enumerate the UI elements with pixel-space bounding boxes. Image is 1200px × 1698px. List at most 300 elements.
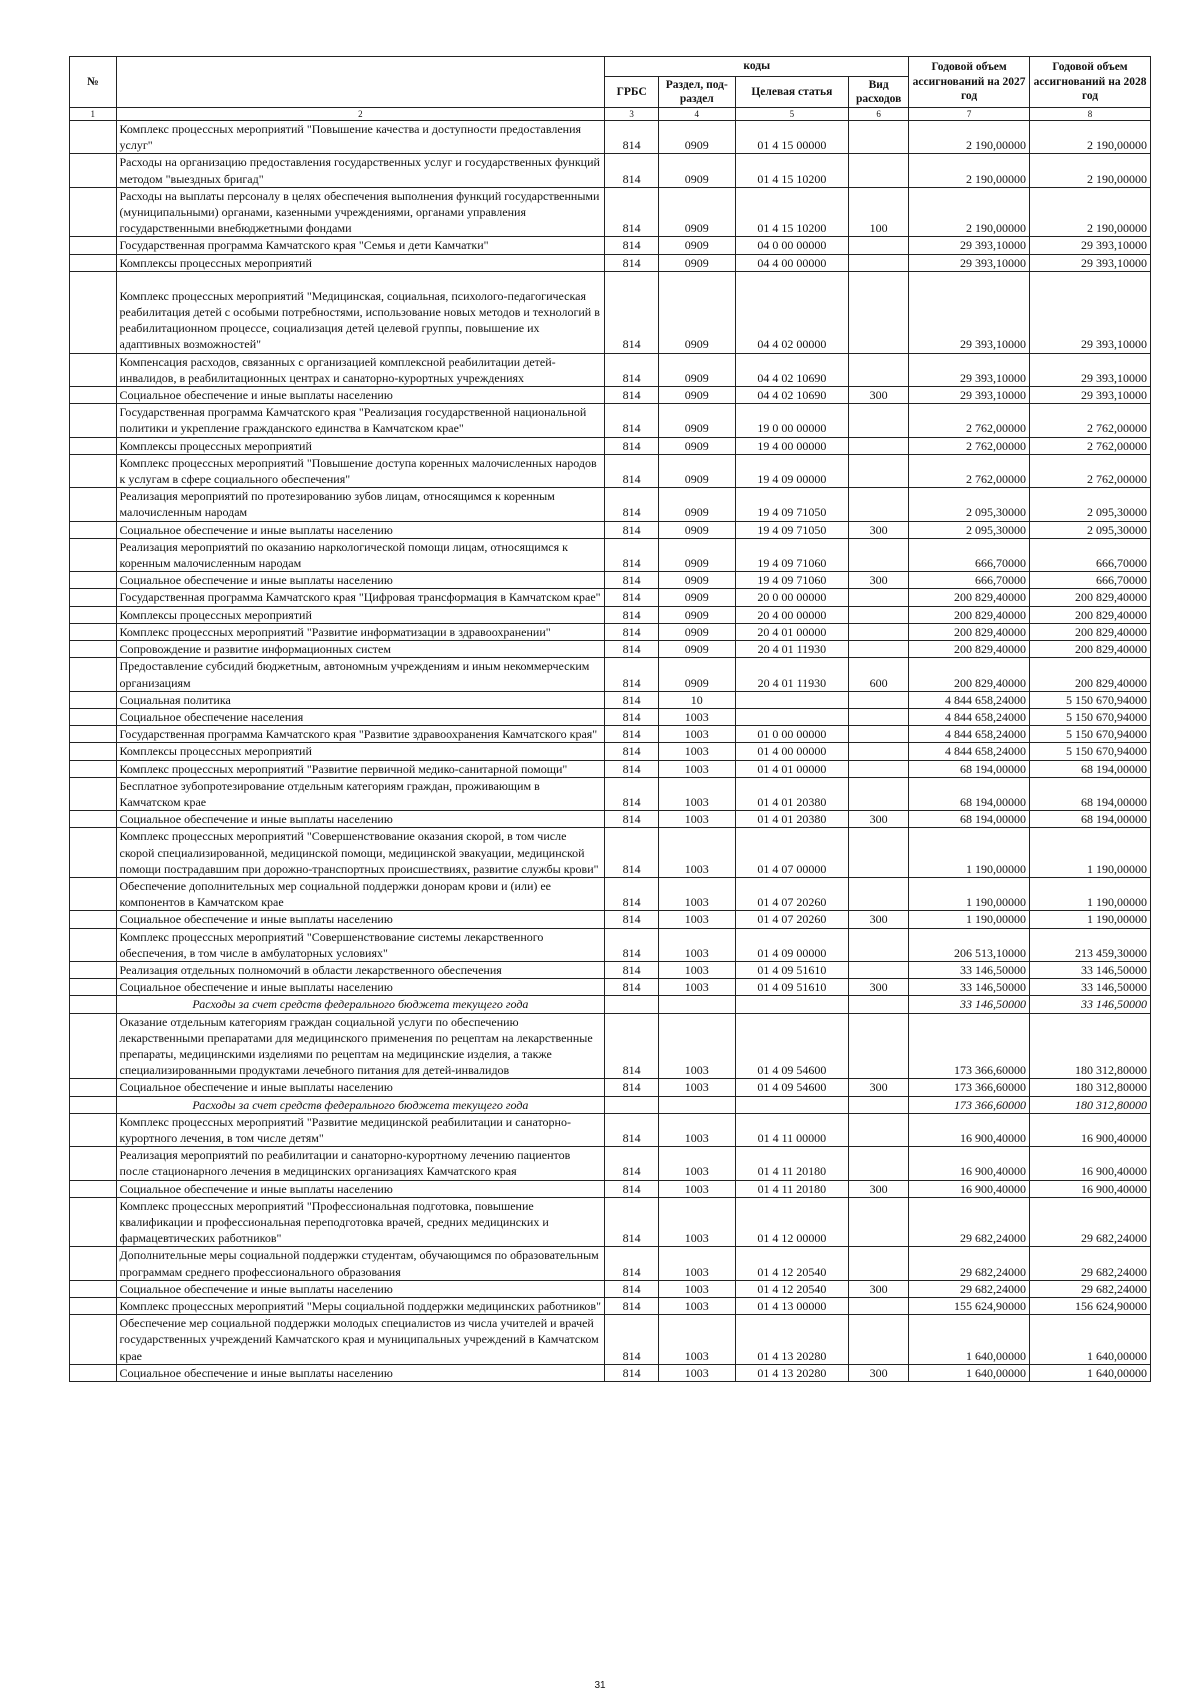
cell-vid: 300 [849,572,909,589]
cell-y2028: 33 146,50000 [1030,961,1151,978]
cell-tsel: 01 4 15 00000 [735,121,849,154]
table-row [70,658,1151,691]
cell-grbs: 814 [605,979,659,996]
cell-tsel: 19 4 09 71060 [735,572,849,589]
cell-razdel: 1003 [659,1298,735,1315]
cell-grbs: 814 [605,1197,659,1247]
cell-vid [849,760,909,777]
cell-y2027: 29 393,10000 [909,237,1030,254]
cell-y2027: 16 900,40000 [909,1113,1030,1146]
cell-vid: 300 [849,1280,909,1297]
table-row [70,254,1151,271]
cell-name: Комплексы процессных мероприятий [116,743,605,760]
column-number-6: 6 [849,108,909,121]
cell-razdel: 0909 [659,271,735,353]
cell-razdel: 0909 [659,589,735,606]
cell-tsel: 19 4 09 71060 [735,538,849,571]
table-row [70,237,1151,254]
column-number-3: 3 [605,108,659,121]
cell-num [70,811,117,828]
cell-y2027: 2 190,00000 [909,187,1030,237]
cell-grbs: 814 [605,437,659,454]
table-row [70,538,1151,571]
cell-tsel: 20 4 01 00000 [735,623,849,640]
table-row [70,1298,1151,1315]
cell-razdel: 0909 [659,488,735,521]
table-row [70,1247,1151,1280]
cell-razdel: 1003 [659,911,735,928]
cell-name: Комплекс процессных мероприятий "Развитие медицинской реабилитации и санаторно-курортного лечения, в том числе детям" [116,1113,605,1146]
cell-vid [849,726,909,743]
column-number-8: 8 [1030,108,1151,121]
table-row [70,691,1151,708]
cell-razdel: 1003 [659,877,735,910]
cell-y2027: 200 829,40000 [909,641,1030,658]
cell-grbs: 814 [605,387,659,404]
cell-y2028: 33 146,50000 [1030,996,1151,1013]
table-row [70,1180,1151,1197]
cell-grbs: 814 [605,1113,659,1146]
cell-y2027: 29 682,24000 [909,1247,1030,1280]
cell-vid [849,691,909,708]
cell-vid [849,1197,909,1247]
cell-y2028: 29 393,10000 [1030,254,1151,271]
cell-num [70,353,117,386]
cell-y2027: 2 762,00000 [909,404,1030,437]
cell-grbs: 814 [605,271,659,353]
cell-name: Социальное обеспечение и иные выплаты населению [116,1280,605,1297]
cell-tsel: 20 4 01 11930 [735,658,849,691]
table-row [70,521,1151,538]
cell-vid [849,828,909,878]
cell-tsel: 19 4 09 00000 [735,454,849,487]
cell-razdel: 1003 [659,811,735,828]
cell-y2027: 155 624,90000 [909,1298,1030,1315]
cell-num [70,1096,117,1113]
table-row [70,743,1151,760]
cell-num [70,928,117,961]
cell-vid: 600 [849,658,909,691]
cell-y2027: 33 146,50000 [909,996,1030,1013]
cell-name: Государственная программа Камчатского края "Цифровая трансформация в Камчатском крае" [116,589,605,606]
cell-tsel: 20 0 00 00000 [735,589,849,606]
cell-num [70,979,117,996]
cell-razdel: 0909 [659,254,735,271]
cell-y2028: 2 095,30000 [1030,521,1151,538]
cell-razdel: 1003 [659,1079,735,1096]
cell-num [70,606,117,623]
table-row [70,777,1151,810]
cell-tsel: 19 4 00 00000 [735,437,849,454]
cell-num [70,1113,117,1146]
cell-name: Социальное обеспечение и иные выплаты населению [116,1180,605,1197]
header-amount-2027: Годовой объем ассигнований на 2027 год [909,57,1030,108]
cell-y2027: 2 095,30000 [909,488,1030,521]
header-amount-2028: Годовой объем ассигнований на 2028 год [1030,57,1151,108]
table-row [70,187,1151,237]
cell-num [70,708,117,725]
cell-tsel: 04 4 00 00000 [735,254,849,271]
cell-y2028: 29 682,24000 [1030,1247,1151,1280]
table-row [70,572,1151,589]
cell-grbs: 814 [605,828,659,878]
cell-grbs: 814 [605,154,659,187]
cell-razdel: 0909 [659,437,735,454]
cell-grbs: 814 [605,691,659,708]
cell-num [70,121,117,154]
cell-razdel: 1003 [659,708,735,725]
cell-vid [849,1247,909,1280]
table-row [70,1280,1151,1297]
cell-name: Социальное обеспечение и иные выплаты населению [116,1079,605,1096]
cell-y2027: 1 190,00000 [909,877,1030,910]
cell-vid [849,777,909,810]
cell-name: Комплекс процессных мероприятий "Развитие первичной медико-санитарной помощи" [116,760,605,777]
cell-vid [849,254,909,271]
table-row [70,1079,1151,1096]
cell-vid [849,1013,909,1079]
table-row [70,877,1151,910]
cell-tsel: 04 4 02 10690 [735,387,849,404]
cell-vid [849,154,909,187]
cell-y2028: 1 190,00000 [1030,828,1151,878]
cell-y2028: 29 393,10000 [1030,271,1151,353]
cell-num [70,488,117,521]
cell-num [70,1280,117,1297]
cell-name: Комплекс процессных мероприятий "Повышение качества и доступности предоставления услуг" [116,121,605,154]
cell-grbs [605,996,659,1013]
cell-y2027: 2 190,00000 [909,154,1030,187]
cell-name: Комплекс процессных мероприятий "Развитие информатизации в здравоохранении" [116,623,605,640]
cell-num [70,387,117,404]
cell-tsel [735,691,849,708]
cell-name: Комплекс процессных мероприятий "Совершенствование системы лекарственного обеспечения, в том числе в амбулаторных условиях" [116,928,605,961]
budget-sheet [69,56,1151,1382]
cell-y2028: 200 829,40000 [1030,589,1151,606]
cell-tsel [735,1096,849,1113]
cell-y2028: 180 312,80000 [1030,1079,1151,1096]
cell-tsel: 04 4 02 10690 [735,353,849,386]
cell-tsel: 01 4 15 10200 [735,187,849,237]
cell-y2027: 1 640,00000 [909,1315,1030,1365]
cell-razdel: 1003 [659,828,735,878]
cell-num [70,1315,117,1365]
cell-grbs: 814 [605,572,659,589]
page-number: 31 [594,1680,606,1691]
cell-grbs: 814 [605,1180,659,1197]
cell-vid [849,1298,909,1315]
cell-y2027: 1 190,00000 [909,911,1030,928]
cell-razdel: 0909 [659,121,735,154]
table-row [70,1013,1151,1079]
cell-vid: 300 [849,521,909,538]
cell-name: Расходы за счет средств федерального бюджета текущего года [116,996,605,1013]
cell-razdel: 0909 [659,606,735,623]
cell-name: Обеспечение дополнительных мер социальной поддержки донорам крови и (или) ее компонентов в Камчатском крае [116,877,605,910]
cell-y2028: 2 190,00000 [1030,154,1151,187]
cell-num [70,777,117,810]
cell-y2028: 2 762,00000 [1030,437,1151,454]
federal-budget-note-row [70,996,1151,1013]
cell-name: Государственная программа Камчатского края "Реализация государственной национальной политики и укрепление гражданского единства в Камчатском крае" [116,404,605,437]
cell-y2028: 29 682,24000 [1030,1280,1151,1297]
cell-name: Комплексы процессных мероприятий [116,437,605,454]
cell-vid [849,271,909,353]
cell-tsel: 01 4 01 00000 [735,760,849,777]
cell-name: Государственная программа Камчатского края "Семья и дети Камчатки" [116,237,605,254]
cell-razdel: 1003 [659,1247,735,1280]
cell-y2028: 68 194,00000 [1030,760,1151,777]
cell-y2027: 1 190,00000 [909,828,1030,878]
cell-grbs: 814 [605,777,659,810]
cell-grbs: 814 [605,1298,659,1315]
cell-razdel [659,996,735,1013]
cell-grbs: 814 [605,726,659,743]
cell-vid: 300 [849,387,909,404]
table-row [70,828,1151,878]
header-grbs: ГРБС [605,77,659,108]
cell-y2028: 5 150 670,94000 [1030,708,1151,725]
cell-name: Предоставление субсидий бюджетным, автономным учреждениям и иным некоммерческим организациям [116,658,605,691]
cell-num [70,437,117,454]
cell-grbs: 814 [605,961,659,978]
cell-y2027: 200 829,40000 [909,623,1030,640]
cell-y2028: 68 194,00000 [1030,811,1151,828]
cell-tsel: 01 4 00 00000 [735,743,849,760]
cell-razdel: 1003 [659,1013,735,1079]
cell-y2028: 156 624,90000 [1030,1298,1151,1315]
cell-num [70,404,117,437]
cell-num [70,961,117,978]
cell-grbs: 814 [605,743,659,760]
table-row [70,928,1151,961]
column-number-1: 1 [70,108,117,121]
cell-grbs: 814 [605,121,659,154]
cell-num [70,877,117,910]
cell-razdel: 1003 [659,979,735,996]
cell-vid [849,928,909,961]
table-row [70,437,1151,454]
cell-tsel: 01 0 00 00000 [735,726,849,743]
cell-y2028: 29 393,10000 [1030,353,1151,386]
header-expense-type: Вид расходов [849,77,909,108]
cell-razdel: 1003 [659,760,735,777]
cell-num [70,911,117,928]
cell-y2027: 2 762,00000 [909,437,1030,454]
cell-name: Комплексы процессных мероприятий [116,606,605,623]
cell-num [70,254,117,271]
cell-vid [849,121,909,154]
cell-vid [849,589,909,606]
cell-razdel: 1003 [659,1364,735,1381]
table-row [70,1315,1151,1365]
cell-tsel: 01 4 01 20380 [735,777,849,810]
header-number: № [70,57,117,108]
cell-razdel: 0909 [659,641,735,658]
cell-tsel: 19 4 09 71050 [735,488,849,521]
cell-y2027: 29 393,10000 [909,271,1030,353]
cell-razdel: 0909 [659,353,735,386]
cell-razdel [659,1096,735,1113]
cell-tsel [735,996,849,1013]
cell-y2027: 29 682,24000 [909,1280,1030,1297]
cell-y2027: 173 366,60000 [909,1079,1030,1096]
cell-y2028: 29 393,10000 [1030,237,1151,254]
header-section: Раздел, под-раздел [659,77,735,108]
cell-y2027: 200 829,40000 [909,658,1030,691]
cell-y2027: 29 393,10000 [909,254,1030,271]
column-number-2: 2 [116,108,605,121]
cell-num [70,154,117,187]
table-row [70,387,1151,404]
cell-tsel: 19 4 09 71050 [735,521,849,538]
cell-razdel: 1003 [659,726,735,743]
cell-y2028: 200 829,40000 [1030,658,1151,691]
cell-y2028: 2 190,00000 [1030,121,1151,154]
cell-razdel: 1003 [659,1180,735,1197]
table-row [70,979,1151,996]
cell-num [70,996,117,1013]
cell-tsel: 01 4 09 54600 [735,1013,849,1079]
cell-razdel: 0909 [659,572,735,589]
cell-num [70,658,117,691]
table-row [70,1147,1151,1180]
cell-vid [849,404,909,437]
cell-razdel: 1003 [659,961,735,978]
cell-name: Социальное обеспечение и иные выплаты населению [116,911,605,928]
cell-y2028: 200 829,40000 [1030,623,1151,640]
cell-vid: 300 [849,1180,909,1197]
cell-y2027: 4 844 658,24000 [909,726,1030,743]
table-row [70,708,1151,725]
cell-name: Социальное обеспечение и иные выплаты населению [116,1364,605,1381]
cell-name: Социальная политика [116,691,605,708]
cell-y2027: 173 366,60000 [909,1096,1030,1113]
cell-y2028: 1 640,00000 [1030,1364,1151,1381]
cell-name: Бесплатное зубопротезирование отдельным категориям граждан, проживающим в Камчатском крае [116,777,605,810]
cell-y2028: 200 829,40000 [1030,641,1151,658]
cell-y2028: 666,70000 [1030,572,1151,589]
cell-name: Реализация мероприятий по оказанию наркологической помощи лицам, относящимся к коренным малочисленным народам [116,538,605,571]
cell-grbs: 814 [605,538,659,571]
cell-razdel: 0909 [659,623,735,640]
cell-name: Комплекс процессных мероприятий "Профессиональная подготовка, повышение квалификации и профессиональная переподготовка врачей, средних медицинских и фармацевтических работников" [116,1197,605,1247]
cell-y2028: 2 762,00000 [1030,454,1151,487]
table-row [70,961,1151,978]
cell-num [70,521,117,538]
cell-tsel: 01 4 11 20180 [735,1180,849,1197]
cell-grbs: 814 [605,877,659,910]
cell-grbs: 814 [605,1247,659,1280]
cell-y2028: 2 095,30000 [1030,488,1151,521]
cell-name: Реализация мероприятий по протезированию зубов лицам, относящимся к коренным малочисленным народам [116,488,605,521]
cell-tsel: 01 4 15 10200 [735,154,849,187]
cell-grbs: 814 [605,606,659,623]
cell-y2027: 1 640,00000 [909,1364,1030,1381]
cell-y2027: 200 829,40000 [909,589,1030,606]
cell-num [70,1364,117,1381]
cell-grbs: 814 [605,404,659,437]
header-target-article: Целевая статья [735,77,849,108]
cell-name: Реализация отдельных полномочий в области лекарственного обеспечения [116,961,605,978]
cell-grbs: 814 [605,454,659,487]
table-row [70,1197,1151,1247]
cell-name: Оказание отдельным категориям граждан социальной услуги по обеспечению лекарственными препаратами для медицинского применения по рецептам на лекарственные препараты, медицинскими изделиями по рецептам на медицинские изделия, а также специализированными продуктами лечебного питания для детей-инвалидов [116,1013,605,1079]
cell-y2027: 173 366,60000 [909,1013,1030,1079]
cell-tsel: 04 4 02 00000 [735,271,849,353]
cell-vid [849,743,909,760]
cell-grbs: 814 [605,589,659,606]
cell-razdel: 0909 [659,658,735,691]
cell-name: Комплекс процессных мероприятий "Медицинская, социальная, психолого-педагогическая реабилитация детей с особыми потребностями, использование новых методов и технологий в реабилитационном процессе, социализация детей целевой группы, повышение их адаптивных возможностей" [116,271,605,353]
cell-razdel: 0909 [659,538,735,571]
cell-num [70,271,117,353]
table-row [70,353,1151,386]
cell-num [70,623,117,640]
cell-name: Социальное обеспечение и иные выплаты населению [116,387,605,404]
cell-y2028: 5 150 670,94000 [1030,726,1151,743]
cell-y2028: 213 459,30000 [1030,928,1151,961]
cell-razdel: 10 [659,691,735,708]
cell-y2028: 2 190,00000 [1030,187,1151,237]
cell-vid [849,454,909,487]
table-row [70,606,1151,623]
cell-y2027: 4 844 658,24000 [909,708,1030,725]
cell-y2028: 33 146,50000 [1030,979,1151,996]
cell-tsel: 01 4 12 20540 [735,1280,849,1297]
cell-y2028: 29 393,10000 [1030,387,1151,404]
cell-razdel: 0909 [659,154,735,187]
cell-tsel: 01 4 09 51610 [735,979,849,996]
cell-name: Сопровождение и развитие информационных систем [116,641,605,658]
cell-grbs: 814 [605,1280,659,1297]
cell-num [70,1013,117,1079]
cell-y2027: 666,70000 [909,572,1030,589]
cell-razdel: 1003 [659,1315,735,1365]
cell-name: Реализация мероприятий по реабилитации и санаторно-курортному лечению пациентов после стационарного лечения в медицинских организациях Камчатского края [116,1147,605,1180]
cell-num [70,538,117,571]
table-row [70,911,1151,928]
table-row [70,589,1151,606]
cell-num [70,1197,117,1247]
cell-name: Расходы на организацию предоставления государственных услуг и государственных функций методом "выездных бригад" [116,154,605,187]
cell-grbs: 814 [605,658,659,691]
cell-name: Социальное обеспечение и иные выплаты населению [116,572,605,589]
cell-y2028: 68 194,00000 [1030,777,1151,810]
cell-y2028: 5 150 670,94000 [1030,743,1151,760]
table-row [70,760,1151,777]
cell-razdel: 0909 [659,404,735,437]
cell-vid [849,623,909,640]
cell-num [70,726,117,743]
table-row [70,641,1151,658]
cell-razdel: 0909 [659,387,735,404]
column-number-5: 5 [735,108,849,121]
cell-vid [849,1147,909,1180]
cell-name: Государственная программа Камчатского края "Развитие здравоохранения Камчатского края" [116,726,605,743]
cell-razdel: 0909 [659,521,735,538]
cell-name: Расходы на выплаты персоналу в целях обеспечения выполнения функций государственными (муниципальными) органами, казенными учреждениями, органами управления государственными внебюджетными фондами [116,187,605,237]
cell-vid [849,877,909,910]
cell-vid: 300 [849,1364,909,1381]
cell-y2027: 666,70000 [909,538,1030,571]
cell-grbs: 814 [605,760,659,777]
cell-num [70,454,117,487]
cell-num [70,828,117,878]
cell-grbs: 814 [605,521,659,538]
cell-tsel: 01 4 09 51610 [735,961,849,978]
cell-num [70,641,117,658]
